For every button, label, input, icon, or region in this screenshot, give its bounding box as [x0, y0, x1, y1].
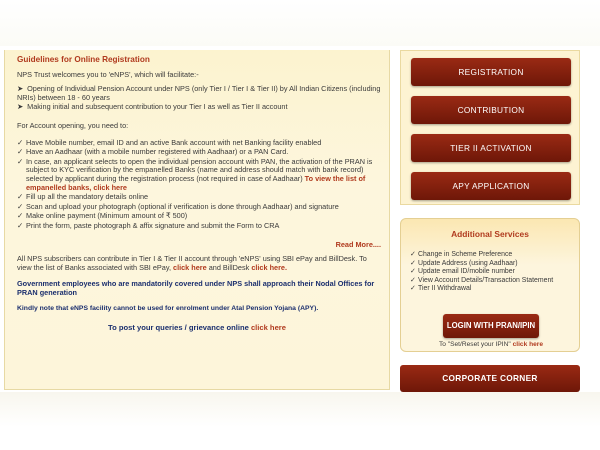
apy-application-button[interactable]: APY APPLICATION	[411, 172, 571, 200]
queries-line: To post your queries / grievance online click here	[108, 323, 286, 333]
empanelled-banks-link[interactable]: To view the list of empanelled banks, click here	[26, 173, 366, 192]
additional-services-panel	[400, 218, 580, 352]
apy-note: Kindly note that eNPS facility cannot be used for enrolment under Atal Pension Yojana (APY).	[17, 305, 319, 313]
requirements-list	[17, 139, 381, 231]
check-icon: ✓	[410, 251, 416, 258]
additional-services-title: Additional Services	[451, 229, 529, 239]
check-icon: ✓	[410, 276, 416, 284]
list-item: ✓ Tier II Withdrawal	[410, 285, 472, 293]
billdesk-link[interactable]: click here.	[251, 262, 288, 272]
check-icon: ✓	[17, 201, 24, 211]
action-panel	[400, 50, 580, 205]
additional-services-list	[410, 251, 579, 294]
list-item: ✓ Fill up all the mandatory details online	[17, 192, 149, 202]
contribution-button[interactable]: CONTRIBUTION	[411, 96, 571, 124]
sbi-epay-link[interactable]: click here	[173, 262, 207, 272]
arrow-icon: ➤	[17, 102, 24, 112]
corporate-corner-button[interactable]: CORPORATE CORNER	[400, 365, 580, 392]
facility-item: ➤ Making initial and subsequent contribution to your Tier I as well as Tier II account	[17, 102, 288, 112]
list-item: ✓ Have an Aadhaar (with a mobile number registered with Aadhaar) or a PAN Card.	[17, 147, 289, 157]
grievance-link[interactable]: click here	[250, 323, 286, 333]
check-icon: ✓	[17, 220, 24, 230]
guidelines-heading: Guidelines for Online Registration	[17, 55, 150, 64]
need-intro: For Account opening, you need to:	[17, 120, 129, 130]
login-pran-ipin-button[interactable]: LOGIN WITH PRAN/IPIN	[443, 314, 539, 338]
check-icon: ✓	[17, 137, 24, 147]
govt-employees-text: Government employees who are mandatorily covered under NPS shall approach their Nodal Offices for PRAN generation	[17, 279, 375, 297]
list-item: ✓ Print the form, paste photograph & affix signature and submit the Form to CRA	[17, 220, 280, 230]
tier2-activation-button[interactable]: TIER II ACTIVATION	[411, 134, 571, 162]
top-background	[0, 0, 600, 46]
list-item: ✓ Scan and upload your photograph (optional if verification is done through Aadhaar) and signature	[17, 201, 339, 211]
check-icon: ✓	[410, 285, 416, 293]
read-more-link[interactable]: Read More....	[335, 239, 381, 249]
list-item: ✓ Update email ID/mobile number	[410, 268, 515, 276]
list-item: ✓ Have Mobile number, email ID and an active Bank account with net Banking facility enabled	[17, 137, 322, 147]
facility-item: ➤ Opening of Individual Pension Account under NPS (only Tier I / Tier I & Tier II) by All Indian Citizens (including NRIs) between 18 - 60 years	[17, 84, 381, 102]
subscribers-text: All NPS subscribers can contribute in Tier I & Tier II account through 'eNPS' using SBI ePay and BillDesk. To view the list of Banks associated with SBI ePay, click here and BillDesk click here.	[17, 254, 367, 272]
list-item: ✓ View Account Details/Transaction Statement	[410, 276, 554, 284]
check-icon: ✓	[410, 259, 416, 267]
arrow-icon: ➤	[17, 84, 24, 94]
bottom-background	[0, 392, 600, 450]
check-icon: ✓	[17, 192, 24, 202]
list-item: ✓ Make online payment (Minimum amount of ₹ 500)	[17, 211, 188, 221]
check-icon: ✓	[410, 268, 416, 276]
check-icon: ✓	[17, 147, 24, 157]
reset-ipin-link[interactable]: click here	[512, 341, 544, 348]
list-item: ✓ In case, an applicant selects to open the individual pension account with PAN, the activation of the PRAN is subject to KYC verification by the empanelled Banks (name and address should match with bank record) selected by applicant during the registration process (not required in case of Aadhaar) To view the list of empanelled banks, click here	[17, 156, 373, 192]
list-item: ✓ Change in Scheme Preference	[410, 251, 513, 258]
welcome-text: NPS Trust welcomes you to 'eNPS', which will facilitate:-	[17, 69, 199, 79]
check-icon: ✓	[17, 211, 24, 221]
registration-button[interactable]: REGISTRATION	[411, 58, 571, 86]
guidelines-panel	[4, 50, 390, 390]
list-item: ✓ Update Address (using Aadhaar)	[410, 259, 518, 267]
check-icon: ✓	[17, 156, 24, 166]
reset-ipin-line: To "Set/Reset your IPIN" click here	[438, 341, 544, 348]
